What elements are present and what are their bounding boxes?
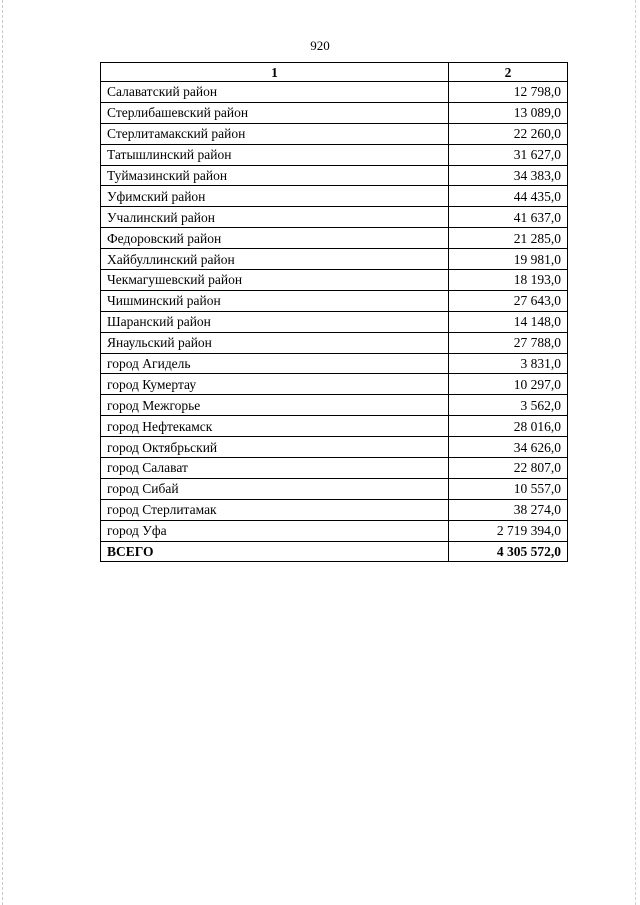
row-value: 38 274,0	[449, 499, 568, 520]
row-name: Чишминский район	[101, 290, 449, 311]
table-row	[101, 249, 568, 270]
row-value: 19 981,0	[449, 249, 568, 270]
row-name: Татышлинский район	[101, 144, 449, 165]
row-name: Учалинский район	[101, 207, 449, 228]
table-row	[101, 186, 568, 207]
table-row	[101, 458, 568, 479]
data-table	[100, 62, 568, 562]
table-row	[101, 82, 568, 103]
row-name: Янаульский район	[101, 332, 449, 353]
row-name: город Межгорье	[101, 395, 449, 416]
row-value: 13 089,0	[449, 102, 568, 123]
row-name: Шаранский район	[101, 311, 449, 332]
table-row	[101, 165, 568, 186]
row-value: 41 637,0	[449, 207, 568, 228]
row-name: город Сибай	[101, 478, 449, 499]
row-name: Туймазинский район	[101, 165, 449, 186]
row-value: 12 798,0	[449, 82, 568, 103]
scan-edge-left	[2, 0, 4, 905]
column-header: 1	[101, 63, 449, 82]
row-value: 27 788,0	[449, 332, 568, 353]
total-row	[101, 541, 568, 562]
table-row	[101, 395, 568, 416]
row-value: 34 626,0	[449, 437, 568, 458]
row-name: город Уфа	[101, 520, 449, 541]
table-row	[101, 290, 568, 311]
table-header-row	[101, 63, 568, 82]
table-row	[101, 123, 568, 144]
page-number: 920	[310, 38, 330, 53]
row-name: Федоровский район	[101, 228, 449, 249]
table-row	[101, 102, 568, 123]
table-row	[101, 437, 568, 458]
row-name: Чекмагушевский район	[101, 270, 449, 291]
row-name: город Стерлитамак	[101, 499, 449, 520]
row-value: 34 383,0	[449, 165, 568, 186]
table-row	[101, 353, 568, 374]
row-name: Стерлитамакский район	[101, 123, 449, 144]
row-value: 21 285,0	[449, 228, 568, 249]
row-value: 3 831,0	[449, 353, 568, 374]
row-value: 18 193,0	[449, 270, 568, 291]
row-value: 31 627,0	[449, 144, 568, 165]
total-value: 4 305 572,0	[449, 541, 568, 562]
row-value: 44 435,0	[449, 186, 568, 207]
row-value: 27 643,0	[449, 290, 568, 311]
column-header: 2	[449, 63, 568, 82]
row-name: город Салават	[101, 458, 449, 479]
row-value: 28 016,0	[449, 416, 568, 437]
row-value: 3 562,0	[449, 395, 568, 416]
row-name: город Октябрьский	[101, 437, 449, 458]
table-row	[101, 332, 568, 353]
table-row	[101, 478, 568, 499]
row-value: 10 557,0	[449, 478, 568, 499]
row-name: Стерлибашевский район	[101, 102, 449, 123]
table-row	[101, 270, 568, 291]
row-name: город Кумертау	[101, 374, 449, 395]
row-name: Хайбуллинский район	[101, 249, 449, 270]
row-value: 22 260,0	[449, 123, 568, 144]
table-row	[101, 144, 568, 165]
total-label: ВСЕГО	[101, 541, 449, 562]
table-row	[101, 499, 568, 520]
table-row	[101, 228, 568, 249]
table-row	[101, 374, 568, 395]
row-name: город Нефтекамск	[101, 416, 449, 437]
table-row	[101, 416, 568, 437]
table-body	[101, 82, 568, 562]
row-name: Салаватский район	[101, 82, 449, 103]
row-value: 2 719 394,0	[449, 520, 568, 541]
row-name: город Агидель	[101, 353, 449, 374]
row-value: 22 807,0	[449, 458, 568, 479]
row-name: Уфимский район	[101, 186, 449, 207]
row-value: 10 297,0	[449, 374, 568, 395]
scan-edge-right	[635, 0, 637, 905]
table-row	[101, 207, 568, 228]
table-row	[101, 311, 568, 332]
table-row	[101, 520, 568, 541]
row-value: 14 148,0	[449, 311, 568, 332]
